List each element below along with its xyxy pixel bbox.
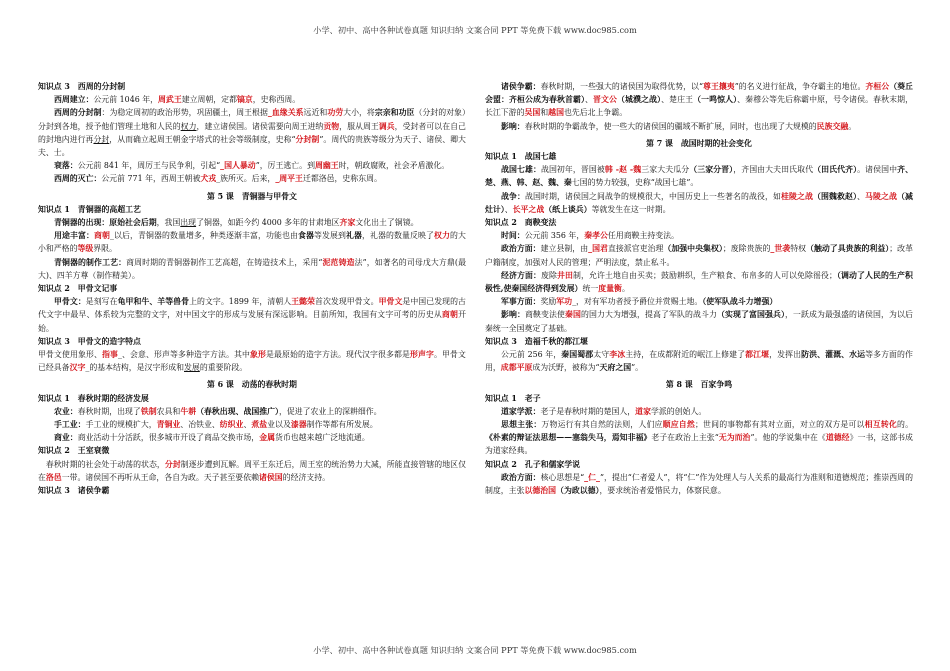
bold-text: （一鸣惊人）: [693, 95, 738, 105]
text-run: 战国时期，诸侯国之间战争的规模很大，中国历史上一些著名的战役，如: [525, 191, 781, 201]
text-run: 大小，将: [343, 108, 375, 118]
key-term: 形声字: [410, 350, 435, 360]
paragraph: [38, 405, 466, 418]
bold-text: 用途丰富：: [54, 231, 94, 241]
key-term: 煮盐: [251, 420, 268, 430]
key-term: 分封制: [295, 134, 320, 144]
bold-text: 第 6 课 动荡的春秋时期: [207, 380, 297, 390]
key-term: _国人暴动: [220, 161, 256, 171]
bold-text: （三家分晋）: [689, 165, 734, 175]
key-term: 诸侯国: [258, 472, 283, 482]
text-run: 三家大夫瓜分: [641, 165, 690, 175]
key-term: 齐桓公: [865, 82, 890, 91]
bold-text: 知识点 2 商鞅变法: [485, 218, 557, 228]
text-run: 七国的势力较强，史称“战国七雄”。: [571, 178, 699, 188]
paragraph: [485, 269, 913, 295]
paragraph: [38, 458, 466, 484]
key-term: _血缘关系: [267, 108, 304, 118]
key-term: 井田: [557, 270, 573, 280]
text-run: 一带。诸侯国不再听从王命，各自为政。天子甚至要依赖: [61, 472, 259, 482]
key-term: 晋文公: [593, 95, 618, 105]
bold-text: 第 7 课 战国时期的社会变化: [646, 138, 752, 148]
text-run: 等就发生在这一时期。: [591, 204, 671, 214]
text-run: 春秋时期的争霸战争，使一些大的诸侯国的疆域不断扩展，同时，也出现了大规模的: [524, 121, 817, 131]
lesson-title: [38, 190, 466, 203]
text-run: 商业活动十分活跃，很多城市开设了商品交换市场，: [77, 433, 260, 443]
text-run: 货币也越来越广泛地流通。: [274, 433, 370, 443]
key-term: 顺应自然: [662, 420, 695, 430]
bold-text: 齐、楚、燕、韩、赵、魏、秦: [485, 165, 913, 188]
key-term: 军功: [556, 297, 573, 307]
text-run: 公元前 1046 年，: [93, 95, 159, 105]
key-term: 甲骨文: [378, 297, 403, 307]
bold-text: （加强中央集权）: [663, 244, 723, 254]
key-term: 无为而治: [718, 433, 751, 443]
key-term: 商朝: [94, 231, 110, 241]
text-run: ，从而确立起周王朝金字塔式的社会等级制度，史称“: [109, 134, 296, 144]
text-run: ，促进了农业上的深耕细作。: [278, 406, 382, 416]
text-run: 的经济支持。: [282, 472, 331, 482]
key-term: 秦国: [565, 310, 581, 320]
key-term: 功劳: [327, 108, 344, 118]
text-run: 是刻写在: [85, 297, 118, 307]
text-run: ；世间的事物都有其对立面，对立的双方是可以: [694, 420, 865, 430]
text-run: 公元前 256 年，: [485, 350, 562, 360]
text-run: 远近和: [303, 108, 328, 118]
text-run: ”的名义进行征战，争夺霸主的地位。: [734, 82, 866, 91]
text-run: 公元前 356 年，: [524, 231, 585, 241]
bold-text: （春秋出现、战国推广）: [196, 406, 279, 416]
key-term: 周武王: [158, 95, 182, 105]
key-term: 权力: [434, 231, 451, 241]
key-term: 贡物: [323, 121, 340, 131]
key-term: 李冰: [609, 350, 626, 360]
key-term: 等级: [77, 244, 94, 254]
text-run: 分封: [93, 134, 110, 144]
bold-text: 经济方面：: [501, 270, 541, 280]
text-run: 。诸侯国中: [857, 165, 898, 175]
bold-text: 道家学派：: [501, 406, 541, 416]
text-run: 建立周朝，定都: [181, 95, 237, 105]
bold-text: 龟甲和牛、羊等兽骨: [117, 297, 190, 307]
knowledge-point-heading: [38, 282, 466, 295]
text-run: ，服从周王: [339, 121, 379, 131]
key-term: 指事: [102, 350, 118, 360]
bold-text: 宗亲和功臣: [374, 108, 415, 118]
paragraph: [38, 348, 466, 374]
text-run: 文化出土了铜镜。: [355, 218, 419, 228]
text-run: _、会意、形声等多种造字方法。其中: [118, 350, 251, 360]
text-run: 万物运行有其自然的法则，人们应: [541, 420, 663, 430]
text-run: ”，提出“仁者爱人”，将“仁”作为处理人与人关系的最高行为准则和道德规范；推崇西周的制度，主张: [485, 472, 913, 496]
lesson-title: [485, 137, 913, 150]
key-term: 犬戎: [200, 174, 217, 184]
text-run: 公元前 771 年，西周王朝被: [101, 174, 201, 184]
bold-text: 知识点 3 诸侯争霸: [38, 486, 110, 496]
paragraph: [485, 229, 913, 242]
text-run: 老子是春秋时期的楚国人，: [540, 406, 636, 416]
bold-text: 知识点 2 王室衰微: [38, 446, 110, 456]
text-run: 核心思想是“: [540, 472, 585, 482]
text-run: 发展: [184, 363, 200, 373]
paragraph: [485, 418, 913, 458]
key-term: 象形: [250, 350, 267, 360]
bold-text: 西周建立：: [54, 95, 94, 105]
paragraph: [485, 405, 913, 418]
paragraph: [38, 431, 466, 444]
text-run: 制逐步遭到瓦解。周平王东迁后，周王室的统治势力大减，所能直接管辖的地区仅在: [38, 459, 466, 482]
key-term: 洛邑: [45, 472, 62, 482]
text-run: 的。: [896, 420, 913, 430]
text-run: 业以及: [267, 420, 291, 430]
key-term: 王懿荣: [291, 297, 316, 307]
text-run: 春秋时期的社会处于动荡的状态，: [38, 459, 165, 469]
text-run: 。: [848, 121, 857, 131]
bold-text: 手工业：: [54, 420, 86, 430]
bold-text: 政治方面：: [501, 472, 541, 482]
knowledge-point-heading: [38, 484, 466, 497]
key-term: 分封: [164, 459, 181, 469]
text-run: ”。: [631, 363, 644, 373]
text-run: 、: [504, 204, 513, 214]
text-run: 公元前 841 年，周厉王与民争利，引起“: [77, 161, 221, 171]
key-term: 韩 -赵 -魏: [604, 165, 642, 175]
text-run: 也先后北上争霸。: [563, 108, 628, 118]
paragraph: [38, 159, 466, 172]
text-run: 、秦穆公等先后称霸中原，号令诸侯。春秋末期，长江下游的: [485, 95, 913, 118]
key-term: 以德治国: [524, 486, 557, 496]
text-run: ”，厉王逃亡。到: [255, 161, 315, 171]
text-run: ”。周代的贵族等级分为天子、诸侯、卿大夫、士。: [38, 134, 466, 158]
bold-text: （减灶计）: [485, 191, 913, 214]
key-term: 都江堰: [745, 350, 770, 360]
text-run: 废除: [541, 270, 557, 280]
text-run: 春秋时期，出现了: [77, 406, 141, 416]
key-term: 纺织业: [219, 420, 244, 430]
bold-text: 西周的分封制: [54, 108, 102, 118]
key-term: 汉字: [69, 363, 86, 373]
bold-text: 青铜器的出现：原始社会后期: [54, 218, 157, 228]
bold-text: （为政以德）: [556, 486, 600, 496]
knowledge-point-heading: [485, 458, 913, 471]
paragraph: [485, 242, 913, 268]
text-run: 法”，如著名的司母戊大方鼎(最大)、四羊方尊（制作精美）。: [38, 257, 466, 280]
text-run: 、楚庄王: [661, 95, 694, 105]
bold-text: 知识点 2 甲骨文记事: [38, 284, 118, 294]
bold-text: 知识点 1 老子: [485, 393, 541, 403]
bold-text: 第 8 课 百家争鸣: [665, 380, 733, 390]
knowledge-point-heading: [38, 335, 466, 348]
bold-text: 《朴素的辩证法思想——塞翁失马，焉知非福》: [485, 433, 652, 443]
text-run: 手工业的规模扩大，: [85, 420, 157, 430]
bold-text: 思想主张：: [501, 420, 542, 430]
key-term: 桂陵之战: [780, 191, 813, 201]
paragraph: [38, 216, 466, 229]
bold-text: 第 5 课 青铜器与甲骨文: [207, 191, 297, 201]
bold-text: 秦国蜀郡: [561, 350, 594, 360]
text-run: 时，朝政腐败，社会矛盾激化。: [338, 161, 450, 171]
bold-text: （触动了具贵族的利益）: [806, 244, 890, 254]
bold-text: 诸侯争霸：: [501, 82, 541, 91]
text-run: ；改革户籍制度，加强对人民的管理；严明法度，禁止私斗。: [485, 244, 913, 267]
paragraph: [38, 256, 466, 282]
key-term: 青铜业: [156, 420, 181, 430]
bold-text: 时间：: [501, 231, 525, 241]
bold-text: 甲骨文：: [54, 297, 86, 307]
text-run: 商鞅变法使: [525, 310, 565, 320]
paragraph: [485, 295, 913, 308]
text-run: 学派的创始人。: [650, 406, 707, 416]
text-run: ，发挥出: [769, 350, 802, 360]
bold-text: 政治方面：: [501, 244, 541, 254]
paragraph: [485, 80, 913, 120]
text-run: ，建立诸侯国。诸侯需要向周王进纳: [196, 121, 324, 131]
text-run: 了铜器，如距今约 4000 多年的甘肃地区: [196, 218, 340, 228]
text-run: 、: [857, 191, 866, 201]
text-run: 主持，在成都附近的岷江上修建了: [625, 350, 746, 360]
text-run: 出现: [180, 218, 197, 228]
bold-text: 战国七雄：: [501, 165, 541, 175]
text-run: 太守: [593, 350, 610, 360]
bold-text: 防洪、灌溉、水运: [801, 350, 866, 360]
key-term: 漆器: [290, 420, 307, 430]
text-run: 农具和: [156, 406, 181, 416]
bold-text: 西周的灭亡：: [54, 174, 102, 184]
paragraph: [38, 418, 466, 431]
key-term: _仁_: [584, 472, 600, 482]
bold-text: （实现了富国强兵）: [717, 310, 786, 320]
paragraph: [485, 348, 913, 374]
text-run: _以后，青铜器的数量增多，种类逐渐丰富，功能也由: [110, 231, 299, 241]
bold-text: （城濮之战）: [617, 95, 662, 105]
text-run: _，对有军功者授予爵位并赏赐土地。: [572, 297, 703, 307]
text-run: 成为沃野，被称为“: [532, 363, 600, 373]
bold-text: 知识点 1 春秋时期的经济发展: [38, 393, 149, 403]
text-run: _族所灭。后来，: [216, 174, 276, 184]
key-term: 牛耕: [180, 406, 197, 416]
key-term: 相互转化: [864, 420, 897, 430]
knowledge-point-heading: [485, 335, 913, 348]
bold-text: 战争：: [501, 191, 525, 201]
text-run: 老子在政治上主张“: [651, 433, 719, 443]
text-run: 和: [540, 108, 549, 118]
text-run: ，齐国由大夫田氏取代: [733, 165, 814, 175]
text-run: 的国力大为增强，提高了军队的战斗力: [581, 310, 717, 320]
text-run: 特权: [790, 244, 807, 254]
text-run: 统一: [582, 284, 599, 294]
text-run: 首次发现甲骨文。: [315, 297, 379, 307]
knowledge-point-heading: [485, 216, 913, 229]
text-run: 的大小和严格的: [38, 231, 466, 254]
paragraph: [485, 120, 913, 133]
key-term: 镐京: [236, 95, 253, 105]
bold-text: 知识点 3 甲骨文的造字特点: [38, 336, 141, 346]
text-run: 上的文字。1899 年，清朝人: [189, 297, 292, 307]
text-run: 、: [243, 420, 252, 430]
bold-text: （葵丘会盟：齐桓公成为春秋首霸）: [485, 82, 913, 105]
knowledge-point-heading: [38, 203, 466, 216]
text-run: ，要求统治者爱惜民力，体察民意。: [599, 486, 726, 496]
key-term: 泥范铸造: [322, 257, 355, 267]
text-run: 界限。: [93, 244, 117, 254]
paragraph: [38, 172, 466, 185]
text-run: 。甲骨文已经具备: [38, 350, 466, 373]
paragraph: [485, 471, 913, 497]
text-run: 迁都洛邑，史称东周。: [302, 174, 382, 184]
bold-text: （调动了人民的生产积极性,使秦国经济得到发展）: [485, 270, 913, 294]
bold-text: 食器: [298, 231, 315, 241]
bold-text: 青铜器的制作工艺：: [54, 257, 127, 267]
text-run: 直接派官吏治理: [607, 244, 664, 254]
key-term: 吴国: [524, 108, 541, 118]
bold-text: （纸上谈兵）: [544, 204, 592, 214]
key-term: 道德经: [825, 433, 850, 443]
key-term: _世袭: [770, 244, 791, 254]
text-run: 的重要阶段。: [199, 363, 248, 373]
key-term: 越国: [548, 108, 564, 118]
bold-text: 知识点 2 孔子和儒家学说: [485, 459, 581, 469]
bold-text: （使军队战斗力增强）: [702, 297, 778, 307]
key-term: 马陵之战: [865, 191, 898, 201]
text-run: 春秋时期，一些强大的诸侯国为取得优势，以“: [540, 82, 703, 91]
bold-text: 农业：: [54, 406, 78, 416]
bold-text: 知识点 3 造福千秋的都江堰: [485, 336, 588, 346]
bold-text: （围魏救赵）: [812, 191, 858, 201]
key-term: 成都平原: [500, 363, 533, 373]
lesson-title: [38, 378, 466, 391]
bold-text: 衰落：: [54, 161, 78, 171]
text-run: （分封的对象）分封到各地，授予他们管理土地和人民的: [38, 108, 466, 131]
text-run: 》一书，这部书成为道家经典。: [485, 433, 913, 456]
paragraph: [38, 229, 466, 255]
text-run: 、冶铁业、: [180, 420, 220, 430]
text-run: 是中国已发现的古代文字中最早、体系较为完整的文字，对中国文字的形成与发展有深远影响。目前所知，我国有文字可考的历史从: [38, 297, 466, 320]
bold-text: 商业：: [54, 433, 78, 443]
key-term: 齐家: [339, 218, 356, 228]
paragraph: [485, 163, 913, 189]
key-term: 周幽王: [314, 161, 339, 171]
lesson-title: [485, 378, 913, 391]
knowledge-point-heading: [38, 444, 466, 457]
text-run: 商周时期的青铜器制作工艺高超，在铸造技术上，采用“: [126, 257, 323, 267]
key-term: 尊王攘夷: [703, 82, 735, 91]
paragraph: [485, 190, 913, 216]
knowledge-point-heading: [38, 392, 466, 405]
knowledge-point-heading: [485, 150, 913, 163]
paragraph: [485, 308, 913, 334]
key-term: 金属: [259, 433, 275, 443]
key-term: 商朝: [441, 310, 459, 320]
bold-text: 影响：: [501, 310, 525, 320]
knowledge-point-heading: [485, 392, 913, 405]
text-run: 甲骨文使用象形、: [38, 350, 102, 360]
key-term: _周平王: [275, 174, 303, 184]
text-run: _的基本结构，是汉字形成和: [85, 363, 185, 373]
text-run: ：为稳定周初的政治形势，巩固疆土，周王根据: [101, 108, 268, 118]
bold-text: 知识点 1 青铜器的高超工艺: [38, 204, 141, 214]
text-run: ，礼器的数量反映了: [362, 231, 435, 241]
bold-text: 天府之国: [599, 363, 632, 373]
text-run: 等发展到: [314, 231, 347, 241]
left-column: [38, 80, 466, 640]
text-run: 制，允许土地自由买卖；鼓励耕织，生产粮食、布帛多的人可以免除徭役；: [573, 270, 837, 280]
key-term: 民族交融: [816, 121, 849, 131]
text-run: ，我国: [156, 218, 181, 228]
bold-text: 礼器: [346, 231, 363, 241]
text-run: 奖励: [540, 297, 557, 307]
text-run: 、: [585, 95, 594, 105]
key-term: 长平之战: [512, 204, 545, 214]
text-run: 是最原始的造字方法。现代汉字很多都是: [266, 350, 411, 360]
text-run: ”。他的学说集中在《: [750, 433, 826, 443]
key-term: 秦孝公: [584, 231, 608, 241]
text-run: 开始。: [38, 310, 466, 333]
bold-text: （田氏代齐）: [813, 165, 858, 175]
paragraph: [38, 295, 466, 335]
text-run: 。: [621, 284, 630, 294]
text-run: ，受封者可以在自己的封地内进行再: [38, 121, 466, 144]
text-run: ，史称西周。: [252, 95, 301, 105]
key-term: 铁制: [140, 406, 157, 416]
text-run: 制作等都有所发展。: [306, 420, 378, 430]
header-banner: 小学、初中、高中各种试卷真题 知识归纳 文案合同 PPT 等免费下载 www.doc985.com: [313, 25, 637, 35]
key-term: _国君: [588, 244, 608, 254]
text-run: 权力: [180, 121, 197, 131]
knowledge-point-heading: [38, 80, 466, 93]
text-run: 战国初年，晋国被: [540, 165, 605, 175]
text-run: 建立县制，由: [540, 244, 589, 254]
key-term: 调兵: [378, 121, 395, 131]
text-run: ；废除贵族的: [722, 244, 771, 254]
key-term: 道家: [635, 406, 651, 416]
bold-text: 军事方面：: [501, 297, 541, 307]
bold-text: 知识点 1 战国七雄: [485, 152, 557, 162]
footer-banner: 小学、初中、高中各种试卷真题 知识归纳 文案合同 PPT 等免费下载 www.doc985.com: [313, 645, 637, 655]
text-run: 等多方面的作用，: [485, 350, 913, 373]
bold-text: 影响：: [501, 121, 525, 131]
right-column: [485, 80, 913, 640]
bold-text: 知识点 3 西周的分封制: [38, 82, 126, 91]
paragraph: [38, 106, 466, 159]
text-run: ，一跃成为最强盛的诸侯国，为以后秦统一全国奠定了基础。: [485, 310, 913, 333]
paragraph: [38, 93, 466, 106]
text-run: 任用商鞅主持变法。: [607, 231, 679, 241]
key-term: 度量衡: [598, 284, 622, 294]
